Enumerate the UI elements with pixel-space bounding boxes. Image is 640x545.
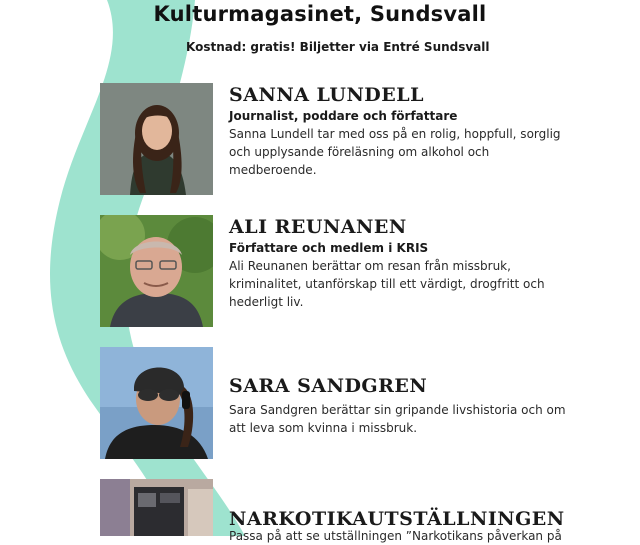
speaker-description: Sara Sandgren berättar sin gripande livshistoria och om att leva som kvinna i missbruk. — [229, 403, 566, 435]
speaker-info — [229, 83, 574, 179]
page-header — [0, 2, 640, 26]
speaker-name: ALI REUNANEN — [229, 216, 407, 238]
speaker-name: NARKOTIKAUTSTÄLLNINGEN — [229, 508, 565, 530]
speaker-name: SANNA LUNDELL — [229, 84, 424, 106]
speaker-photo — [100, 347, 213, 459]
speaker-description: Sanna Lundell tar med oss på en rolig, hoppfull, sorglig och upplysande föreläsning om alkohol och medberoende. — [229, 127, 561, 177]
venue-title: Kulturmagasinet, Sundsvall — [153, 2, 487, 26]
exhibition-photo — [100, 479, 213, 536]
speaker-info — [229, 215, 574, 311]
speaker-role: Journalist, poddare och författare — [229, 109, 458, 123]
speaker-role: Författare och medlem i KRIS — [229, 241, 429, 255]
speaker-photo — [100, 83, 213, 195]
speaker-description: Passa på att se utställningen ”Narkotikans påverkan på — [229, 529, 562, 543]
speaker-info — [229, 347, 574, 437]
speaker-description: Ali Reunanen berättar om resan från missbruk, kriminalitet, utanförskap till ett värdigt, drogfritt och hederligt liv. — [229, 259, 545, 309]
speaker-photo — [100, 215, 213, 327]
speaker-name: SARA SANDGREN — [229, 375, 428, 397]
cost-line: Kostnad: gratis! Biljetter via Entré Sundsvall — [186, 40, 490, 54]
speaker-info — [229, 479, 574, 545]
